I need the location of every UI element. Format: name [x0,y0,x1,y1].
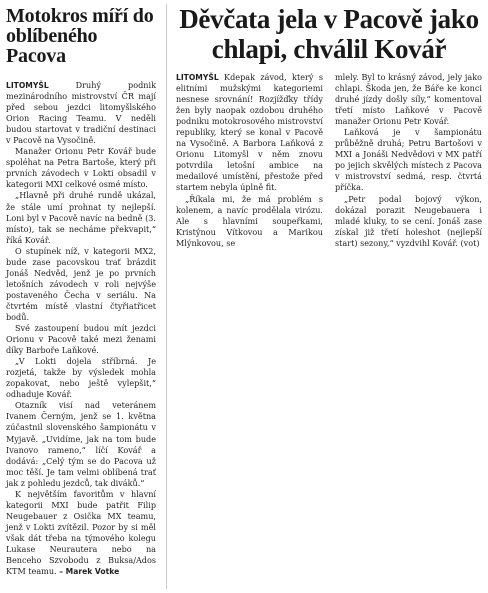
left-article-paragraph: Své zastoupení budou mít jezdci Orionu v Pacově také mezi ženami díky Barboře Laňkové. [6,323,156,356]
right-article-dateline: LITOMYŠL [176,73,219,82]
left-article-paragraph: „V Lokti dojela stříbrná. Je rozjetá, takže by výsledek mohla zopakovat, nebo ještě vylepšit,“ odhaduje Kovář. [6,356,156,400]
right-article-paragraph: „Říkala mi, že má problém s kolenem, a navíc prodělala virózu. Ale s hlavními soupeřkami, Kristýnou Vítkovou a Marikou Mlýnkovou, se [176,193,323,248]
right-article-paragraph: „Petr podal bojový výkon, dokázal porazit Neugebauera i mladé kluky, to se cení. Jonáš zase získal již třetí holeshot (nejlepší start) sezony,“ vyzdvihl Kovář. (vot) [335,193,482,248]
left-article-title: Motokros míří do oblíbeného Pacova [6,5,154,67]
left-article-lead-paragraph [6,80,156,146]
left-article-dateline: LITOMYŠL [6,81,49,90]
left-article [6,6,156,577]
left-article-paragraph: Manažer Orionu Petr Kovář bude spoléhat na Petra Bartoše, který při prvních závodech v Lokti obsadil v kategorii MXI celkové osmé místo. [6,146,156,190]
left-article-paragraph: O stupínek níž, v kategorii MX2, bude zase pacovskou trať brázdit Jonáš Nedvěd, jenž je po prvních letošních závodech v roli nejvýše postaveného Čecha v seriálu. Na čtvrtém místě vlastní čtyřiatřicet bodů. [6,245,156,322]
left-article-paragraph [6,489,156,577]
right-article-column-1 [176,72,323,249]
left-article-paragraph: „Hlavně při druhé rundě ukázal, že stále umí prohnat ty nejlepší. Loni byl v Pacově navíc na bedně (3. místo), tak se necháme překvapit,“ říká Kovář. [6,190,156,245]
left-article-lead: Druhý podnik mezinárodního mistrovství ČR mají před sebou jezdci litomyšlského Orion Racing Teamu. V neděli budou startovat v tradiční destinaci v Pacově na Vysočině. [6,80,156,146]
left-article-paragraph: Otazník visí nad veteránem Ivanem Černým, jenž se 1. května zúčastnil slovenského šampionátu v Myjavě. „Uvidíme, jak na tom bude Ivanovo rameno,“ líčí Kovář a dodává: „Celý tým se do Pacova už moc těší. Je tam velmi oblíbená trať jak z pohledu jezdců, tak diváků.“ [6,400,156,488]
right-article-paragraph: Laňková je v šampionátu průběžně druhá; Petru Bartošovi v MXI a Jonáši Nedvědovi v MX patří po jejich skvělých místech z Pacova v mistrovství sedmá, resp. čtvrtá příčka. [335,127,482,193]
right-article-column-2 [335,72,482,249]
right-article-columns [176,72,482,249]
right-article-paragraph: mlely. Byl to krásný závod, jely jako chlapi. Škoda jen, že Báře ke konci druhé jízdy došly síly,“ komentoval třetí místo Laňkové v Pacově manažer Orionu Petr Kovář. [335,72,482,127]
left-article-byline: – Marek Votke [59,567,120,577]
left-article-body [6,80,156,577]
right-article [176,4,482,249]
right-article-lead-paragraph [176,72,323,194]
right-article-title: Děvčata jela v Pacově jako chlapi, chválil Kovář [179,4,479,64]
right-article-lead: Kdepak závod, který s elitními mužskými kategoriemi nesnese srovnání! Rozjížďky třídy žen byly naopak ozdobou druhého podniku motokrosového mistrovství republiky, který se konal v Pacově na Vysočině. A Barbora Laňková z Orionu Litomyšl v něm znovu potvrdila letošní ambice na medailové umístění, přestože před startem nebyla úplně fit. [176,72,323,193]
column-divider [166,4,167,589]
left-article-last-text: K největším favoritům v hlavní kategorii MXI bude patřit Filip Neugebauer z Osička MX teamu, jenž v Lokti zvítězil. Pozor by si měl však dát třeba na týmového kolegu Lukase Neurautera nebo na Benceho Szvobodu z Buksa/Ados KTM teamu. [6,488,156,577]
